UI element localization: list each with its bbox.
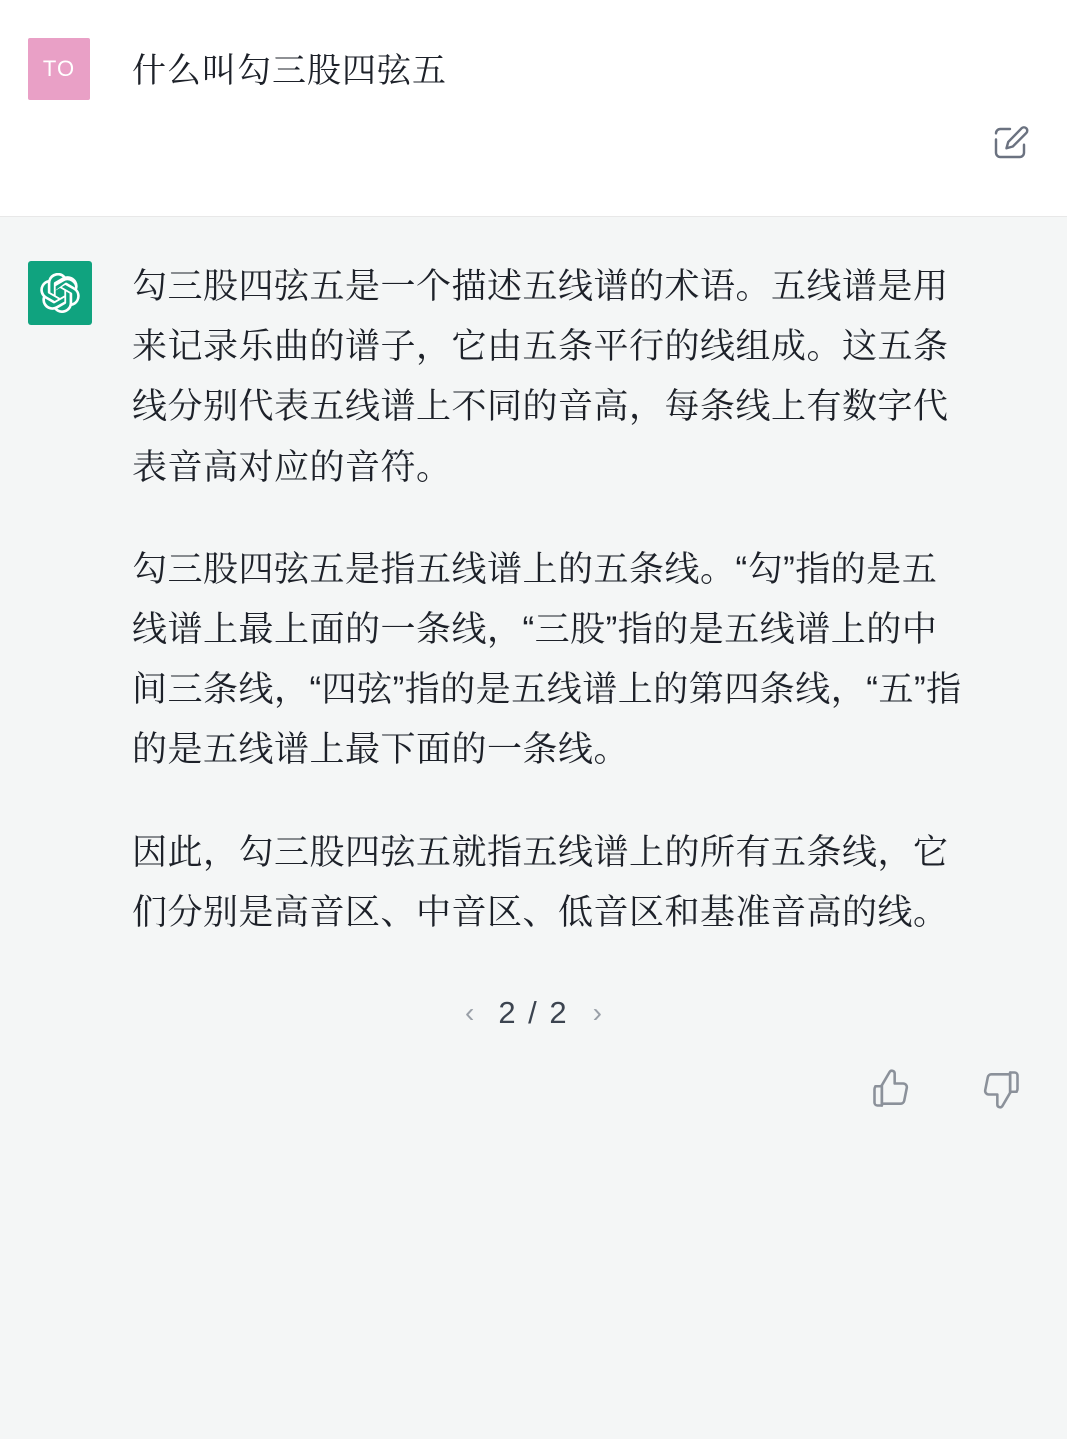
openai-logo-icon <box>28 261 92 325</box>
response-pager <box>28 995 1039 1031</box>
pager-prev-button[interactable]: ‹ <box>465 996 475 1028</box>
thumbs-up-icon[interactable] <box>869 1067 913 1111</box>
edit-pencil-icon[interactable] <box>989 122 1031 164</box>
user-message-turn <box>0 0 1067 216</box>
assistant-paragraph: 勾三股四弦五是指五线谱上的五条线。“勾”指的是五线谱上最上面的一条线，“三股”指的是五线谱上的中间三条线，“四弦”指的是五线谱上的第四条线，“五”指的是五线谱上最下面的一条线。 <box>132 549 962 770</box>
feedback-actions <box>28 1031 1039 1141</box>
pager-count: 2 / 2 <box>498 994 569 1030</box>
assistant-message-turn <box>0 217 1067 1439</box>
avatar: TO <box>28 38 90 100</box>
thumbs-down-icon[interactable] <box>979 1067 1023 1111</box>
user-message-row <box>28 30 1039 100</box>
pager-next-button[interactable]: › <box>592 996 602 1028</box>
assistant-message-row <box>28 257 1039 943</box>
assistant-message-text <box>132 257 972 943</box>
user-message-actions <box>28 100 1039 184</box>
user-message-text: 什么叫勾三股四弦五 <box>132 52 447 90</box>
assistant-paragraph: 因此，勾三股四弦五就指五线谱上的所有五条线，它们分别是高音区、中音区、低音区和基准音高的线。 <box>132 832 949 932</box>
assistant-paragraph: 勾三股四弦五是一个描述五线谱的术语。五线谱是用来记录乐曲的谱子，它由五条平行的线组成。这五条线分别代表五线谱上不同的音高，每条线上有数字代表音高对应的音符。 <box>132 267 949 487</box>
